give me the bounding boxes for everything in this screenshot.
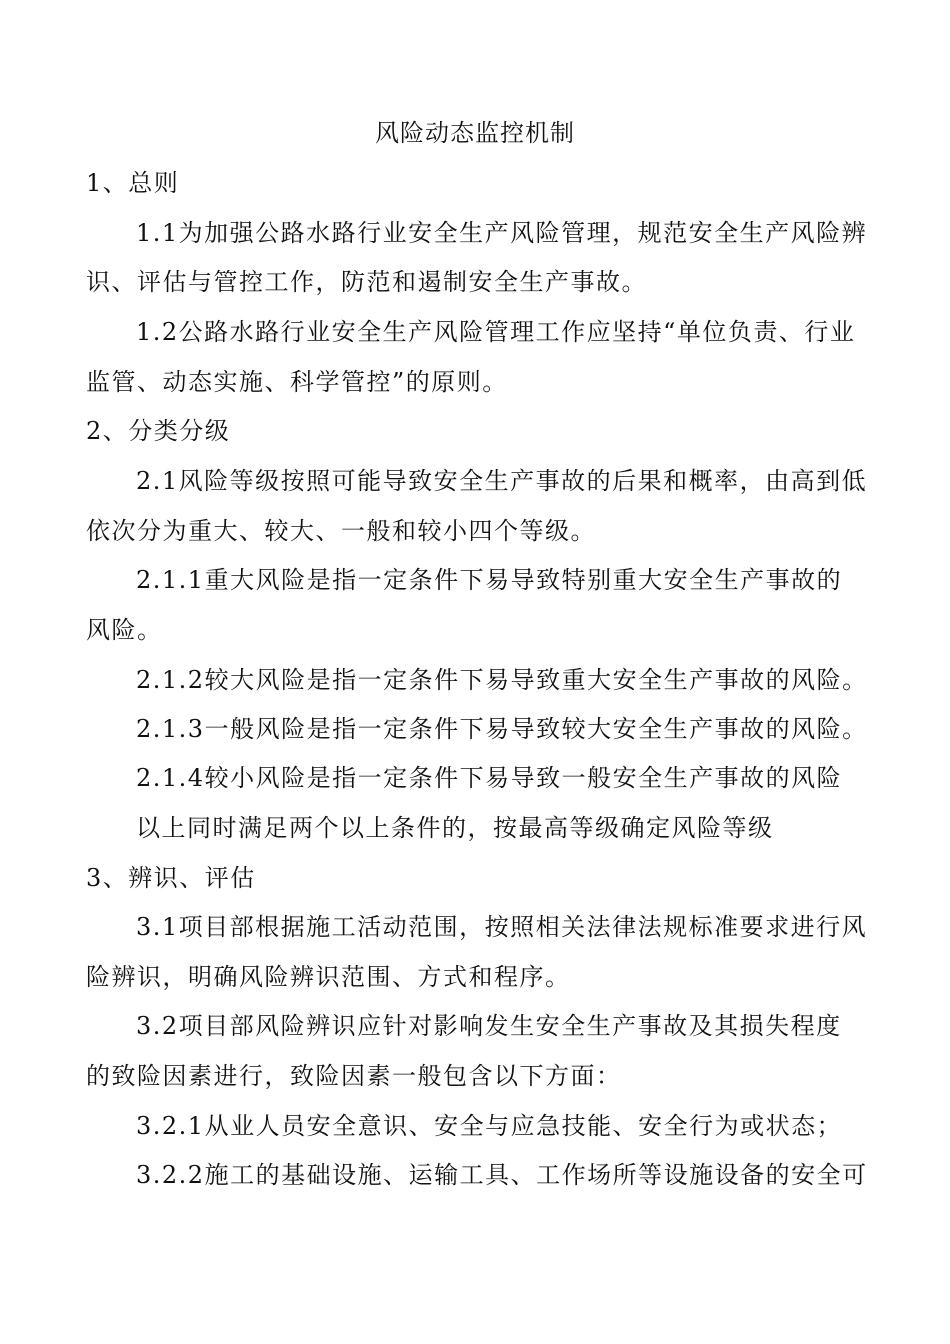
paragraph-line: 2.1风险等级按照可能导致安全生产事故的后果和概率，由高到低 [136,467,868,495]
paragraph-line: 2.1.2较大风险是指一定条件下易导致重大安全生产事故的风险。 [136,666,868,694]
paragraph-line: 1.2公路水路行业安全生产风险管理工作应坚持“单位负责、行业 [136,318,856,346]
paragraph-line: 3.1项目部根据施工活动范围，按照相关法律法规标准要求进行风 [136,913,868,941]
paragraph-line: 2.1.3一般风险是指一定条件下易导致较大安全生产事故的风险。 [136,715,868,743]
section-heading-3: 3、辨识、评估 [86,864,256,892]
paragraph-line: 2.1.4较小风险是指一定条件下易导致一般安全生产事故的风险 [136,764,843,792]
paragraph-line: 的致险因素进行，致险因素一般包含以下方面： [86,1062,622,1090]
paragraph-line: 2.1.1重大风险是指一定条件下易导致特别重大安全生产事故的 [136,566,843,594]
paragraph-line: 以上同时满足两个以上条件的，按最高等级确定风险等级 [136,814,774,842]
paragraph-line: 监管、动态实施、科学管控”的原则。 [86,368,508,396]
paragraph-line: 险辨识，明确风险辨识范围、方式和程序。 [86,963,571,991]
document-title: 风险动态监控机制 [375,119,575,147]
paragraph-line: 3.2项目部风险辨识应针对影响发生安全生产事故及其损失程度 [136,1012,842,1040]
section-heading-1: 1、总则 [86,169,180,197]
section-heading-2: 2、分类分级 [86,417,231,445]
paragraph-line: 3.2.2施工的基础设施、运输工具、工作场所等设施设备的安全可 [136,1161,868,1189]
paragraph-line: 识、评估与管控工作，防范和遏制安全生产事故。 [86,268,647,296]
paragraph-line: 1.1为加强公路水路行业安全生产风险管理，规范安全生产风险辨 [136,219,868,247]
paragraph-line: 3.2.1从业人员安全意识、安全与应急技能、安全行为或状态； [136,1112,843,1140]
paragraph-line: 风险。 [86,616,163,644]
paragraph-line: 依次分为重大、较大、一般和较小四个等级。 [86,517,596,545]
